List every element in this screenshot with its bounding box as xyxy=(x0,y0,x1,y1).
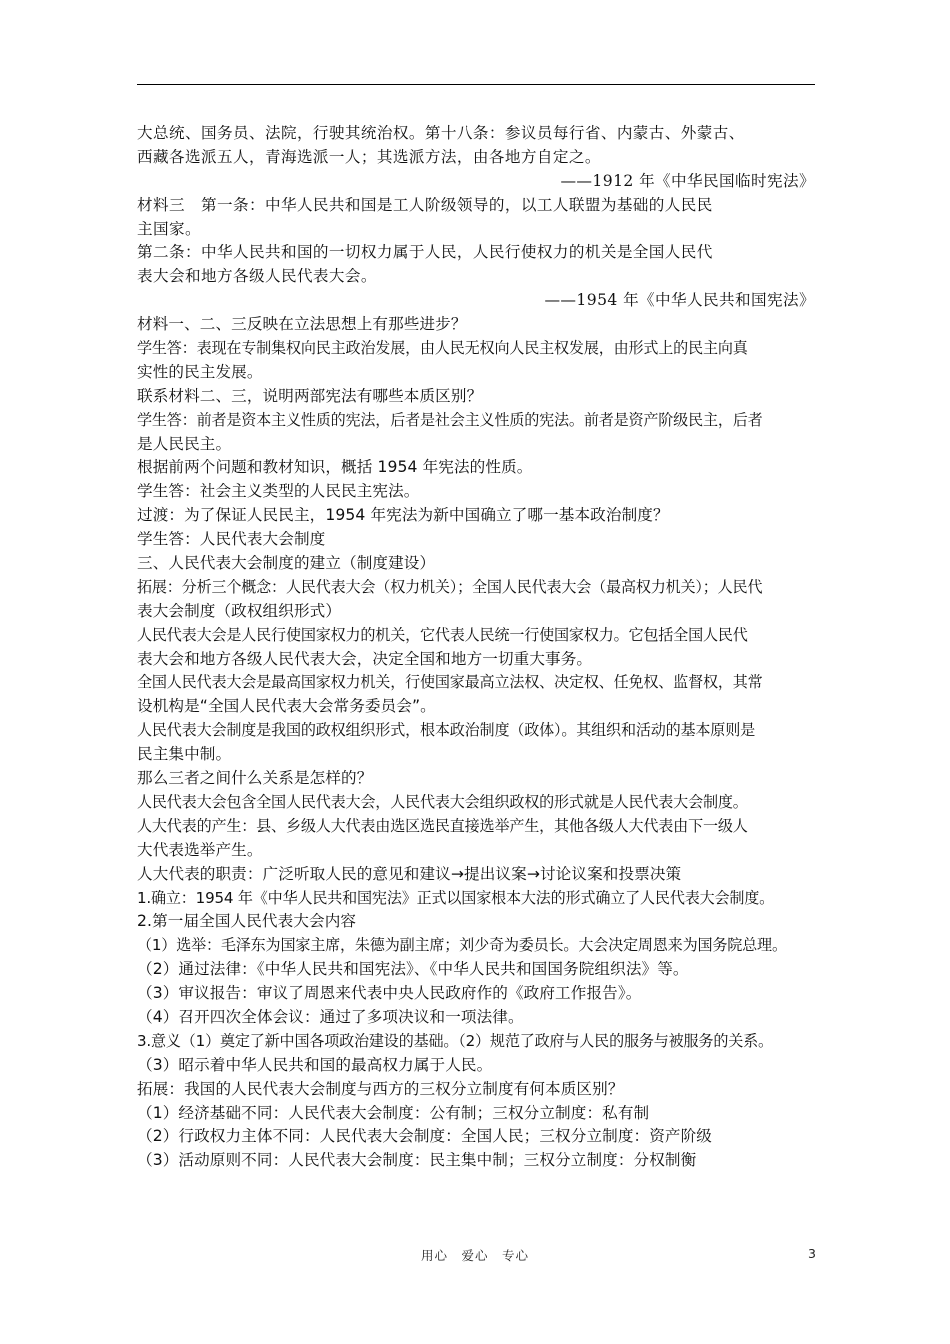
list-item: （1）经济基础不同：人民代表大会制度：公有制；三权分立制度：私有制 xyxy=(137,1103,650,1122)
text-line: 人大代表的产生：县、乡级人大代表由选区选民直接选举产生，其他各级人大代表由下一级人 xyxy=(137,816,748,835)
question-line: 联系材料二、三，说明两部宪法有哪些本质区别？ xyxy=(137,386,483,405)
text-line: 拓展：分析三个概念：人民代表大会（权力机关）；全国人民代表大会（最高权力机关）；人民代 xyxy=(137,577,763,596)
document-body xyxy=(137,122,817,1173)
list-item: （1）选举：毛泽东为国家主席，朱德为副主席；刘少奇为委员长。大会决定周恩来为国务院总理。 xyxy=(137,936,787,955)
question-line: 那么三者之间什么关系是怎样的？ xyxy=(137,769,373,788)
text-line: 全国人民代表大会是最高国家权力机关，行使国家最高立法权、决定权、任免权、监督权，其常 xyxy=(137,673,763,692)
text-line: 设机构是“全国人民代表大会常务委员会”。 xyxy=(137,697,436,716)
answer-line: 学生答：人民代表大会制度 xyxy=(137,530,326,549)
question-line: 拓展：我国的人民代表大会制度与西方的三权分立制度有何本质区别？ xyxy=(137,1079,624,1098)
text-line: 西藏各选派五人，青海选派一人；其选派方法，由各地方自定之。 xyxy=(137,147,601,166)
header-rule xyxy=(137,84,815,85)
text-line: 表大会制度（政权组织形式） xyxy=(137,601,342,620)
answer-line: 实性的民主发展。 xyxy=(137,362,263,381)
text-line: 人民代表大会制度是我国的政权组织形式，根本政治制度（政体）。其组织和活动的基本原则是 xyxy=(137,721,755,740)
text-line: 材料三 第一条：中华人民共和国是工人阶级领导的，以工人联盟为基础的人民民 xyxy=(137,195,713,214)
text-line: 第二条：中华人民共和国的一切权力属于人民，人民行使权力的机关是全国人民代 xyxy=(137,243,713,262)
list-item: （2）通过法律：《中华人民共和国宪法》、《中华人民共和国国务院组织法》等。 xyxy=(137,960,689,979)
question-line: 材料一、二、三反映在立法思想上有那些进步？ xyxy=(137,315,467,334)
answer-line: 学生答：社会主义类型的人民民主宪法。 xyxy=(137,482,420,501)
text-line: 大总统、国务员、法院，行驶其统治权。第十八条：参议员每行省、内蒙古、外蒙古、 xyxy=(137,124,745,142)
list-item: 3.意义（1）奠定了新中国各项政治建设的基础。（2）规范了政府与人民的服务与被服务的关系。 xyxy=(137,1031,773,1050)
answer-line: 学生答：前者是资本主义性质的宪法，后者是社会主义性质的宪法。前者是资产阶级民主，后者 xyxy=(137,410,763,429)
list-item: 2.第一届全国人民代表大会内容 xyxy=(137,912,357,931)
source-citation: ——1954 年《中华人民共和国宪法》 xyxy=(544,291,815,310)
footer-motto: 用心 爱心 专心 xyxy=(420,1248,529,1263)
text-line: 大代表选举产生。 xyxy=(137,840,263,859)
source-citation: ——1912 年《中华民国临时宪法》 xyxy=(560,171,815,190)
question-line: 根据前两个问题和教材知识，概括 1954 年宪法的性质。 xyxy=(137,458,533,477)
transition-line: 过渡：为了保证人民民主，1954 年宪法为新中国确立了哪一基本政治制度？ xyxy=(137,506,669,525)
page-footer xyxy=(0,1246,950,1266)
list-item: （3）审议报告：审议了周恩来代表中央人民政府作的《政府工作报告》。 xyxy=(137,984,642,1003)
list-item: （3）活动原则不同：人民代表大会制度：民主集中制；三权分立制度：分权制衡 xyxy=(137,1151,697,1170)
text-line: 民主集中制。 xyxy=(137,745,232,764)
list-item: （3）昭示着中华人民共和国的最高权力属于人民。 xyxy=(137,1055,493,1074)
list-item: （2）行政权力主体不同：人民代表大会制度：全国人民；三权分立制度：资产阶级 xyxy=(137,1127,712,1146)
text-line: 主国家。 xyxy=(137,219,201,238)
page-number: 3 xyxy=(808,1246,816,1261)
text-line: 人民代表大会包含全国人民代表大会，人民代表大会组织政权的形式就是人民代表大会制度。 xyxy=(137,792,748,811)
text-line: 人大代表的职责：广泛听取人民的意见和建议→提出议案→讨论议案和投票决策 xyxy=(137,864,682,883)
list-item: 1.确立：1954 年《中华人民共和国宪法》正式以国家根本大法的形式确立了人民代表大会制度。 xyxy=(137,888,775,907)
text-line: 表大会和地方各级人民代表大会。 xyxy=(137,267,377,286)
section-heading: 三、人民代表大会制度的建立（制度建设） xyxy=(137,554,436,573)
answer-line: 学生答：表现在专制集权向民主政治发展，由人民无权向人民主权发展，由形式上的民主向真 xyxy=(137,339,748,358)
list-item: （4）召开四次全体会议：通过了多项决议和一项法律。 xyxy=(137,1007,524,1026)
answer-line: 是人民民主。 xyxy=(137,434,232,453)
text-line: 人民代表大会是人民行使国家权力的机关，它代表人民统一行使国家权力。它包括全国人民代 xyxy=(137,625,748,644)
text-line: 表大会和地方各级人民代表大会，决定全国和地方一切重大事务。 xyxy=(137,649,593,668)
